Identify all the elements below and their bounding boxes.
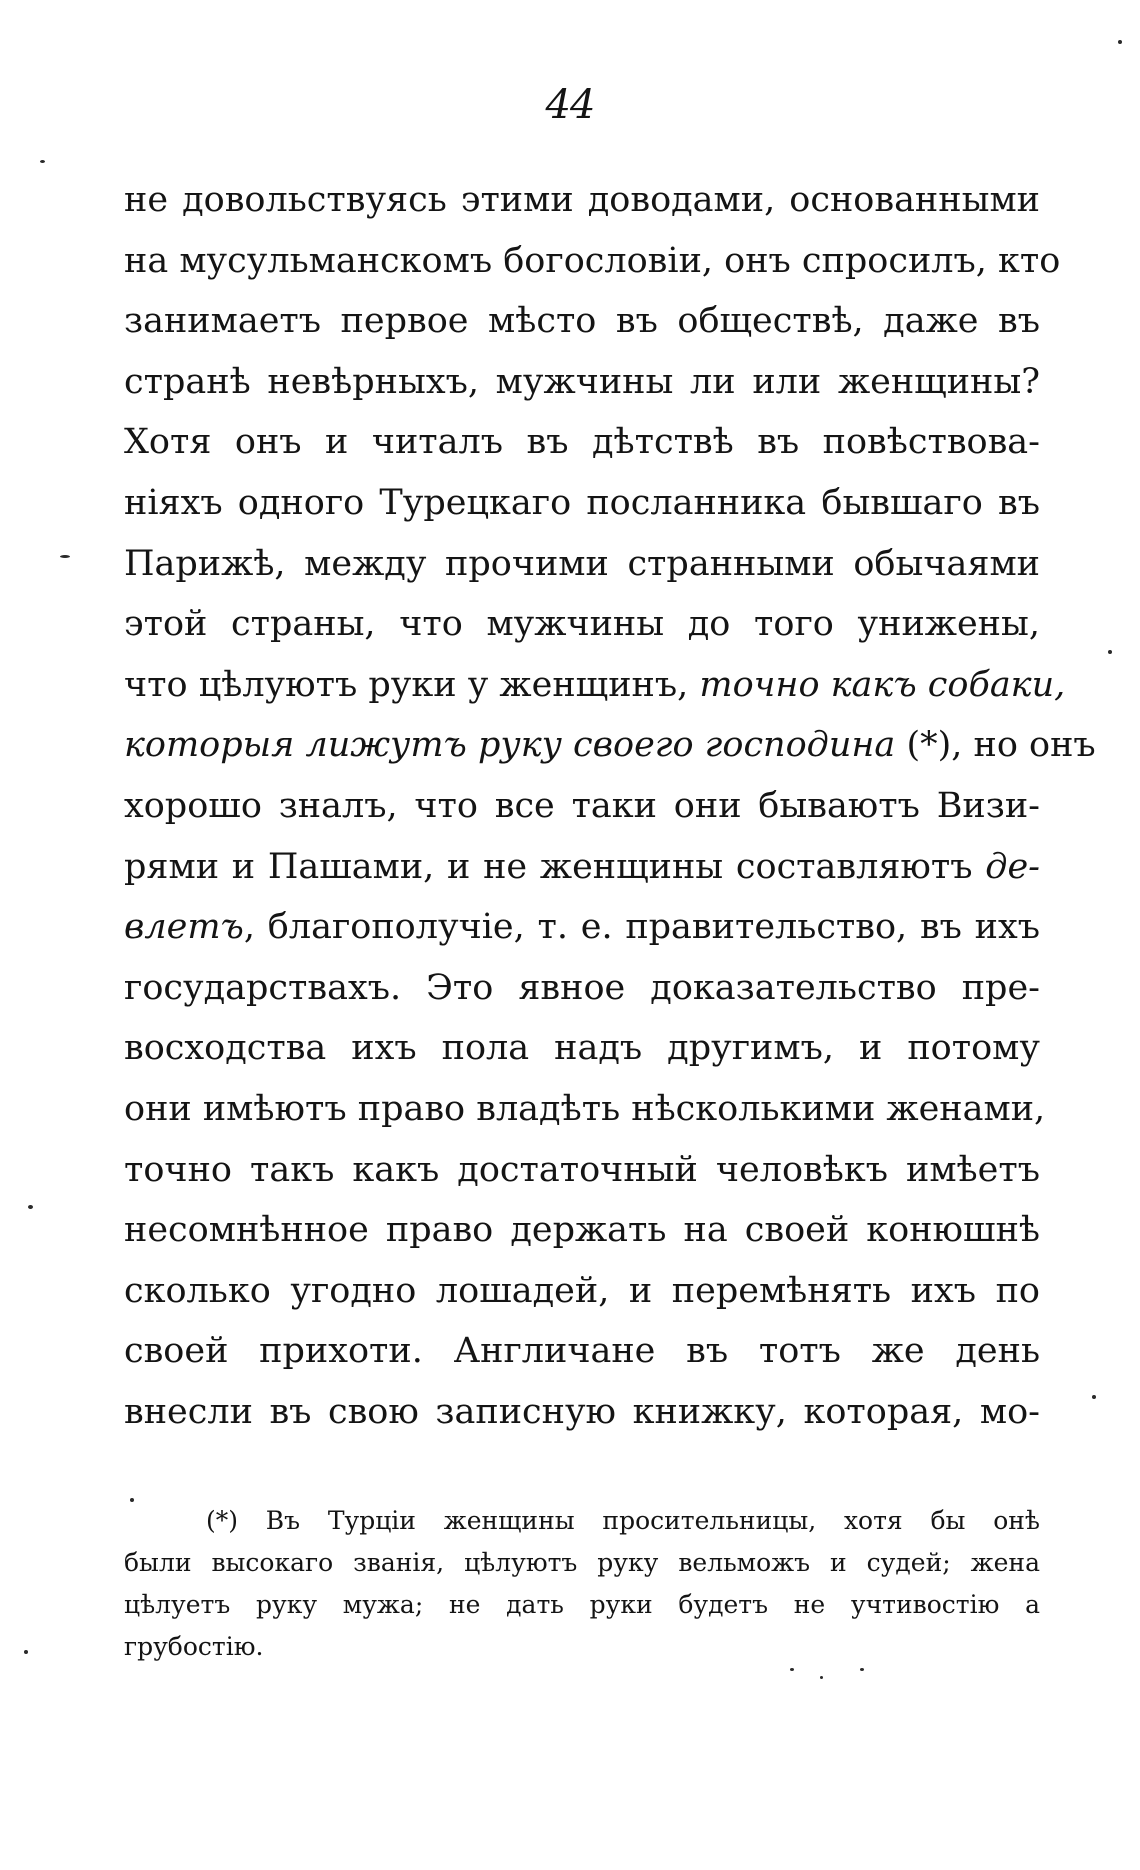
text-line: [124, 231, 1061, 292]
text-segment: этой страны, что мужчины до того унижены,: [124, 604, 1040, 645]
italic-text: которыя лижутъ руку своего господина: [124, 725, 896, 766]
text-segment: государствахъ. Это явное доказательство пре-: [124, 967, 1040, 1008]
text-line: [124, 1200, 1040, 1261]
footnote-line: (*) Въ Турціи женщины просительницы, хотя бы онѣ: [206, 1506, 1040, 1535]
print-speck: [1108, 650, 1112, 654]
text-line: [124, 1321, 1040, 1382]
text-segment: странѣ невѣрныхъ, мужчины ли или женщины?: [124, 361, 1040, 402]
text-line: [124, 1382, 1040, 1443]
text-line: [124, 958, 1040, 1019]
print-speck: [60, 555, 70, 558]
text-segment: восходства ихъ пола надъ другимъ, и потому: [124, 1028, 1040, 1069]
text-segment: точно такъ какъ достаточный человѣкъ имѣетъ: [124, 1149, 1040, 1190]
text-line: [124, 1079, 1046, 1140]
print-speck: [24, 1650, 28, 1654]
print-speck: [28, 1205, 33, 1209]
text-segment: они имѣютъ право владѣть нѣсколькими женами,: [124, 1088, 1046, 1129]
text-segment: внесли въ свою записную книжку, которая, мо-: [124, 1391, 1040, 1432]
footnote: [124, 1500, 1040, 1668]
text-segment: что цѣлуютъ руки у женщинъ,: [124, 664, 700, 705]
text-line: [124, 534, 1040, 595]
text-line: [124, 291, 1040, 352]
print-speck: [40, 160, 45, 163]
text-line: [124, 1261, 1040, 1322]
text-segment: своей прихоти. Англичане въ тотъ же день: [124, 1331, 1040, 1372]
text-line: [124, 837, 1040, 898]
main-text: [124, 170, 1096, 1442]
text-segment: Парижѣ, между прочими странными обычаями: [124, 543, 1040, 584]
italic-text: точно какъ собаки,: [699, 664, 1066, 705]
text-line: [124, 473, 1040, 534]
print-speck: [860, 1668, 864, 1671]
text-line: [124, 594, 1040, 655]
text-line: [124, 897, 1040, 958]
text-line: [124, 1018, 1040, 1079]
text-line: [124, 776, 1040, 837]
text-segment: ніяхъ одного Турецкаго посланника бывшаго въ: [124, 482, 1040, 523]
print-speck: [1118, 40, 1122, 44]
text-line: [124, 715, 1096, 776]
text-segment: занимаетъ первое мѣсто въ обществѣ, даже въ: [124, 301, 1040, 342]
italic-text: де-: [985, 846, 1040, 887]
text-segment: не довольствуясь этими доводами, основанными: [124, 180, 1040, 220]
page-number: 44: [545, 82, 595, 128]
footnote-line: грубостію.: [124, 1632, 264, 1661]
text-segment: рями и Пашами, и не женщины составляютъ: [124, 846, 986, 887]
text-line: [124, 412, 1040, 473]
text-segment: сколько угодно лошадей, и перемѣнять ихъ по: [124, 1270, 1040, 1311]
print-speck: [1092, 1395, 1096, 1399]
text-line: [124, 1140, 1040, 1201]
footnote-line: были высокаго званія, цѣлуютъ руку вельможъ и судей; жена: [124, 1548, 1040, 1577]
print-speck: [130, 1498, 134, 1502]
italic-text: влетъ: [124, 907, 244, 948]
text-line: [124, 655, 1066, 716]
text-segment: на мусульманскомъ богословіи, онъ спросилъ, кто: [124, 240, 1061, 281]
print-speck: [790, 1668, 794, 1671]
text-segment: (*), но онъ: [895, 725, 1096, 766]
text-segment: Хотя онъ и читалъ въ дѣтствѣ въ повѣствова-: [124, 422, 1040, 463]
text-line: [124, 352, 1040, 413]
footnote-line: цѣлуетъ руку мужа; не дать руки будетъ не учтивостію а: [124, 1590, 1040, 1619]
text-segment: , благополучіе, т. е. правительство, въ ихъ: [243, 907, 1040, 948]
text-line: [124, 170, 1040, 231]
text-segment: хорошо зналъ, что все таки они бываютъ Визи-: [124, 785, 1040, 826]
text-segment: несомнѣнное право держать на своей конюшнѣ: [124, 1210, 1040, 1251]
print-speck: [820, 1676, 823, 1679]
